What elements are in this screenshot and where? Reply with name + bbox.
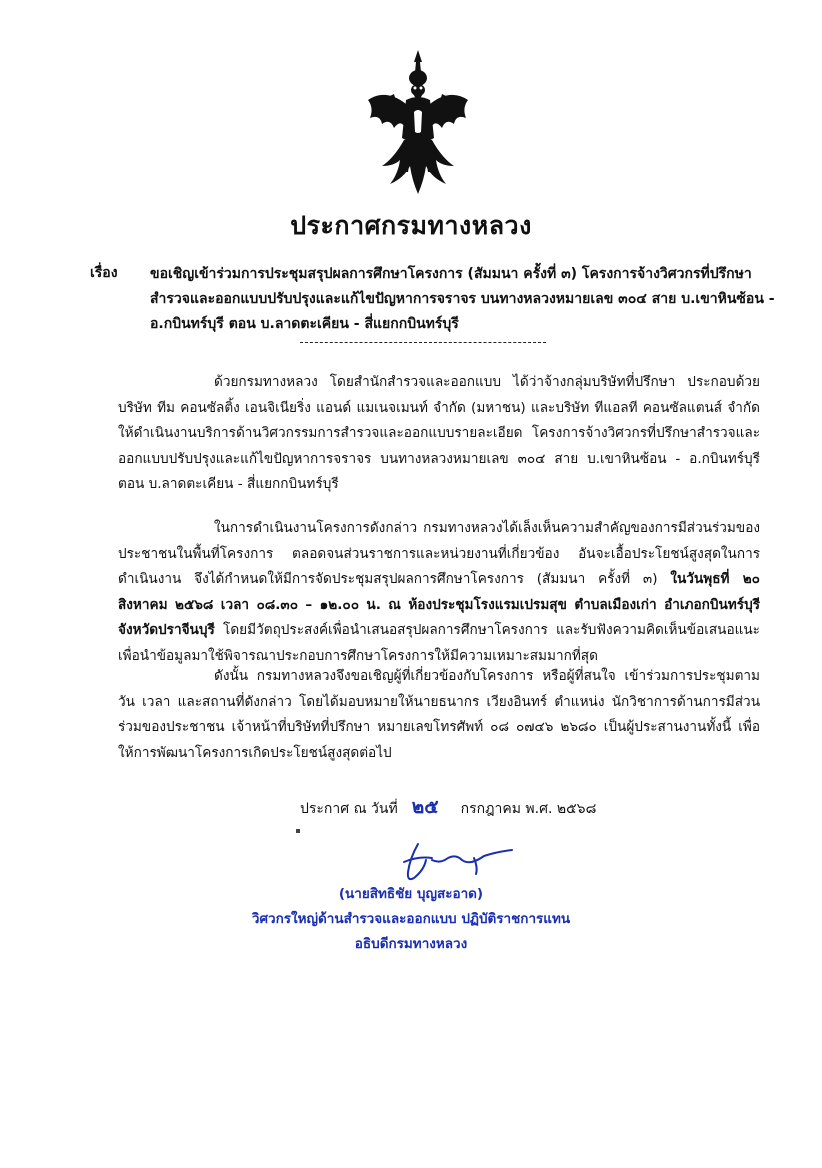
paragraph-invitation	[118, 664, 760, 766]
garuda-emblem-icon	[364, 48, 472, 198]
meeting-date-location: ในวันพุธที่ ๒๐ สิงหาคม ๒๕๖๘ เวลา ๐๘.๓๐ – ๑๒.๐๐ น. ณ ห้องประชุมโรงแรมเปรมสุข ตำบลเมืองเก่า อำเภอกบินทร์บุรี จังหวัดปราจีนบุรี	[118, 571, 760, 638]
signer-name: (นายสิทธิชัย บุญสะอาด)	[338, 886, 484, 902]
signer-position: วิศวกรใหญ่ด้านสำรวจและออกแบบ ปฏิบัติราชการแทน	[251, 911, 571, 927]
paragraph-meeting-text: ในการดำเนินงานโครงการดังกล่าว กรมทางหลวงได้เล็งเห็นความสำคัญของการมีส่วนร่วมของประชาชนในพื้นที่โครงการ ตลอดจนส่วนราชการและหน่วยงานที่เกี่ยวข้อง อันจะเอื้อประโยชน์สูงสุดในการดำเนินงาน จึงได้กำหนดให้มีการจัดประชุมสรุปผลการศึกษาโครงการ (สัมมนา ครั้งที่ ๓)	[118, 520, 760, 587]
paragraph-meeting	[118, 516, 760, 669]
date-month-year: กรกฎาคม พ.ศ. ๒๕๖๘	[460, 801, 597, 817]
signer-organization: อธิบดีกรมทางหลวง	[354, 936, 468, 952]
announcement-date	[300, 792, 760, 822]
subject-label: เรื่อง	[90, 265, 118, 281]
paragraph-meeting-tail: โดยมีวัตถุประสงค์เพื่อนำเสนอสรุปผลการศึกษาโครงการ และรับฟังความคิดเห็นข้อเสนอแนะ เพื่อนำข้อมูลมาใช้พิจารณาประกอบการศึกษาโครงการให้มีความเหมาะสมมากที่สุด	[118, 622, 760, 664]
page-title: ประกาศกรมทางหลวง	[290, 211, 532, 240]
scan-mark	[296, 829, 300, 833]
divider	[300, 342, 546, 343]
paragraph-intro-text: ด้วยกรมทางหลวง โดยสำนักสำรวจและออกแบบ ได้ว่าจ้างกลุ่มบริษัทที่ปรึกษา ประกอบด้วย บริษัท ทีม คอนซัลติ้ง เอนจิเนียริ่ง แอนด์ แมเนจเมนท์ จำกัด (มหาชน) และบริษัท ทีแอลที คอนซัลแตนส์ จำกัด ให้ดำเนินงานบริการด้านวิศวกรรมการสำรวจและออกแบบรายละเอียด โครงการจ้างวิศวกรที่ปรึกษาสำรวจและออกแบบปรับปรุงและแก้ไขปัญหาการจราจร บนทางหลวงหมายเลข ๓๐๔ สาย บ.เขาหินซ้อน - อ.กบินทร์บุรี ตอน บ.ลาดตะเคียน - สี่แยกกบินทร์บุรี	[118, 374, 760, 492]
date-day: ๒๕	[411, 796, 439, 818]
paragraph-invitation-text: ดังนั้น กรมทางหลวงจึงขอเชิญผู้ที่เกี่ยวข้องกับโครงการ หรือผู้ที่สนใจ เข้าร่วมการประชุมตามวัน เวลา และสถานที่ดังกล่าว โดยได้มอบหมายให้นายธนากร เวียงอินทร์ ตำแหน่ง นักวิชาการด้านการมีส่วนร่วมของประชาชน เจ้าหน้าที่บริษัทที่ปรึกษา หมายเลขโทรศัพท์ ๐๘ ๐๗๔๖ ๒๖๘๐ เป็นผู้ประสานงานทั้งนี้ เพื่อให้การพัฒนาโครงการเกิดประโยชน์สูงสุดต่อไป	[118, 668, 760, 761]
paragraph-intro	[118, 370, 760, 498]
subject-text: ขอเชิญเข้าร่วมการประชุมสรุปผลการศึกษาโครงการ (สัมมนา ครั้งที่ ๓) โครงการจ้างวิศวกรที่ปรึกษาสำรวจและออกแบบปรับปรุงและแก้ไขปัญหาการจราจร บนทางหลวงหมายเลข ๓๐๔ สาย บ.เขาหินซ้อน - อ.กบินทร์บุรี ตอน บ.ลาดตะเคียน - สี่แยกกบินทร์บุรี	[150, 266, 775, 332]
date-prefix: ประกาศ ณ วันที่	[300, 801, 398, 817]
